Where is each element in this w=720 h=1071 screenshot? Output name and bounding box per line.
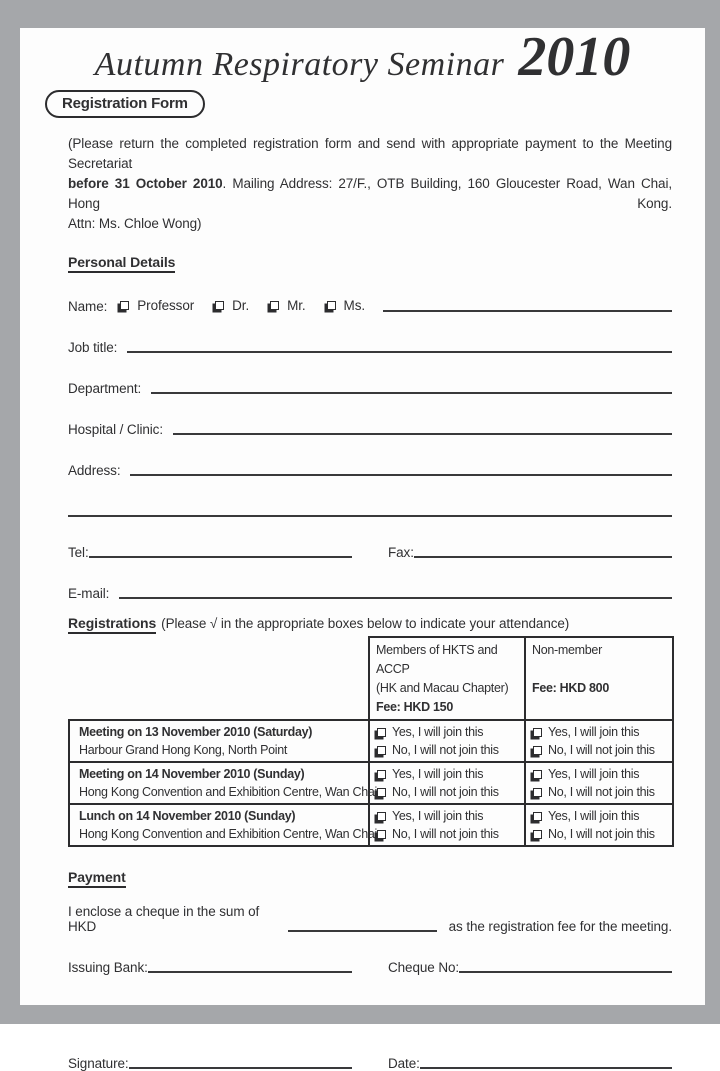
member-fee: Fee: HKD 150 (376, 700, 453, 714)
salutation-dr (212, 298, 249, 313)
table-row-meeting-13-nov (69, 720, 673, 762)
registrations-instruction: (Please √ in the appropriate boxes below to indicate your attendance) (161, 616, 570, 631)
table-corner-cell (69, 637, 369, 720)
cheque-no-field (388, 957, 672, 975)
event-cell (69, 762, 378, 804)
date-input-line[interactable] (420, 1067, 672, 1069)
checkbox-no-icon[interactable] (533, 830, 542, 839)
name-label: Name: (68, 299, 108, 314)
event-cell (69, 804, 378, 846)
event-venue: Hong Kong Convention and Exhibition Centre, Wan Chai (79, 785, 378, 799)
event-title: Lunch on 14 November 2010 (Sunday) (79, 809, 296, 823)
intro-line-2 (68, 174, 672, 214)
signature-field (68, 1053, 352, 1071)
checkbox-yes-icon[interactable] (533, 812, 542, 821)
email-row (68, 583, 672, 601)
yes-option-label: Yes, I will join this (548, 767, 640, 781)
checkbox-yes-icon[interactable] (377, 728, 386, 737)
payment-heading: Payment (68, 869, 126, 888)
signature-date-row (68, 1053, 672, 1071)
checkbox-no-icon[interactable] (377, 830, 386, 839)
issuing-bank-field (68, 957, 352, 975)
cheque-amount-input-line[interactable] (288, 930, 436, 932)
job-title-row (68, 337, 672, 355)
member-options-cell (369, 804, 525, 846)
intro-line-1: (Please return the completed registration form and send with appropriate payment to the Meeting Secretariat (68, 136, 672, 171)
no-option-label: No, I will not join this (548, 743, 655, 757)
cheque-amount-suffix: as the registration fee for the meeting. (448, 919, 672, 934)
name-input-line[interactable] (383, 310, 672, 312)
checkbox-no-icon[interactable] (377, 788, 386, 797)
member-col-line1: Members of HKTS and ACCP (376, 643, 498, 676)
professor-label: Professor (137, 298, 195, 313)
no-option-label: No, I will not join this (392, 785, 499, 799)
checkbox-no-icon[interactable] (377, 746, 386, 755)
event-venue: Hong Kong Convention and Exhibition Centre, Wan Chai (79, 827, 378, 841)
checkbox-mr-icon[interactable] (270, 301, 279, 310)
cheque-no-input-line[interactable] (459, 971, 672, 973)
hospital-clinic-label: Hospital / Clinic: (68, 422, 163, 437)
department-input-line[interactable] (151, 392, 672, 394)
member-options-cell (369, 720, 525, 762)
email-label: E-mail: (68, 586, 110, 601)
dr-label: Dr. (232, 298, 250, 313)
nonmember-options-cell (525, 804, 673, 846)
checkbox-ms-icon[interactable] (327, 301, 336, 310)
salutation-ms (324, 298, 365, 313)
salutation-professor (117, 298, 194, 313)
table-row-lunch-14-nov (69, 804, 673, 846)
mailing-address-text: . Mailing Address: 27/F., OTB Building, 160 Gloucester Road, Wan Chai, Hong Kong. (68, 176, 672, 211)
checkbox-yes-icon[interactable] (533, 728, 542, 737)
personal-details-heading: Personal Details (68, 254, 175, 273)
no-option-label: No, I will not join this (548, 785, 655, 799)
deadline-text: before 31 October 2010 (68, 176, 223, 191)
issuing-bank-label: Issuing Bank: (68, 960, 148, 975)
intro-paragraph (68, 134, 672, 234)
department-label: Department: (68, 381, 142, 396)
name-row (68, 296, 672, 314)
fax-input-line[interactable] (414, 556, 672, 558)
no-option-label: No, I will not join this (548, 827, 655, 841)
date-field (388, 1053, 672, 1071)
nonmember-options-cell (525, 762, 673, 804)
event-venue: Harbour Grand Hong Kong, North Point (79, 743, 288, 757)
department-row (68, 378, 672, 396)
fax-field (388, 542, 672, 560)
bank-cheque-row (68, 957, 672, 975)
form-content (20, 134, 705, 1071)
event-cell (69, 720, 369, 762)
nonmember-fee: Fee: HKD 800 (532, 681, 609, 695)
tel-label: Tel: (68, 545, 89, 560)
ms-label: Ms. (343, 298, 365, 313)
hospital-row (68, 419, 672, 437)
yes-option-label: Yes, I will join this (392, 725, 484, 739)
no-option-label: No, I will not join this (392, 827, 499, 841)
seminar-title: Autumn Respiratory Seminar (94, 46, 505, 83)
no-option-label: No, I will not join this (392, 743, 499, 757)
checkbox-no-icon[interactable] (533, 746, 542, 755)
yes-option-label: Yes, I will join this (392, 767, 484, 781)
event-title: Meeting on 13 November 2010 (Saturday) (79, 725, 313, 739)
address-row (68, 460, 672, 478)
cheque-sentence (68, 904, 672, 934)
yes-option-label: Yes, I will join this (548, 809, 640, 823)
member-options-cell (369, 762, 525, 804)
issuing-bank-input-line[interactable] (148, 971, 352, 973)
intro-line-3: Attn: Ms. Chloe Wong) (68, 216, 202, 231)
salutation-mr (267, 298, 305, 313)
nonmember-column-header (525, 637, 673, 720)
nonmember-options-cell (525, 720, 673, 762)
cheque-no-label: Cheque No: (388, 960, 460, 975)
tel-field (68, 542, 352, 560)
checkbox-yes-icon[interactable] (377, 812, 386, 821)
tel-input-line[interactable] (89, 556, 352, 558)
job-title-input-line[interactable] (127, 351, 672, 353)
address-input-line-2[interactable] (68, 515, 672, 517)
checkbox-no-icon[interactable] (533, 788, 542, 797)
checkbox-professor-icon[interactable] (120, 301, 129, 310)
checkbox-yes-icon[interactable] (533, 770, 542, 779)
member-col-line2: (HK and Macau Chapter) (376, 681, 509, 695)
mr-label: Mr. (287, 298, 306, 313)
job-title-label: Job title: (68, 340, 118, 355)
hospital-clinic-input-line[interactable] (173, 433, 672, 435)
member-column-header (369, 637, 525, 720)
nonmember-col-line1: Non-member (532, 643, 602, 657)
form-page (20, 26, 705, 1071)
tel-fax-row (68, 542, 672, 560)
registration-table (68, 636, 674, 847)
signature-input-line[interactable] (129, 1067, 352, 1069)
event-title: Meeting on 14 November 2010 (Sunday) (79, 767, 305, 781)
registrations-heading: Registrations (68, 615, 156, 634)
address-label: Address: (68, 463, 121, 478)
table-row-meeting-14-nov (69, 762, 673, 804)
signature-label: Signature: (68, 1056, 129, 1071)
address-input-line-1[interactable] (130, 474, 672, 476)
address-row-2 (68, 501, 672, 519)
yes-option-label: Yes, I will join this (392, 809, 484, 823)
email-input-line[interactable] (119, 597, 672, 599)
registration-form-badge: Registration Form (45, 90, 205, 118)
yes-option-label: Yes, I will join this (548, 725, 640, 739)
cheque-amount-prefix: I enclose a cheque in the sum of HKD (68, 904, 260, 934)
seminar-year: 2010 (518, 26, 631, 88)
fax-label: Fax: (388, 545, 414, 560)
date-label: Date: (388, 1056, 420, 1071)
table-header-row (69, 637, 673, 720)
checkbox-yes-icon[interactable] (377, 770, 386, 779)
checkbox-dr-icon[interactable] (215, 301, 224, 310)
page-title (20, 26, 705, 88)
